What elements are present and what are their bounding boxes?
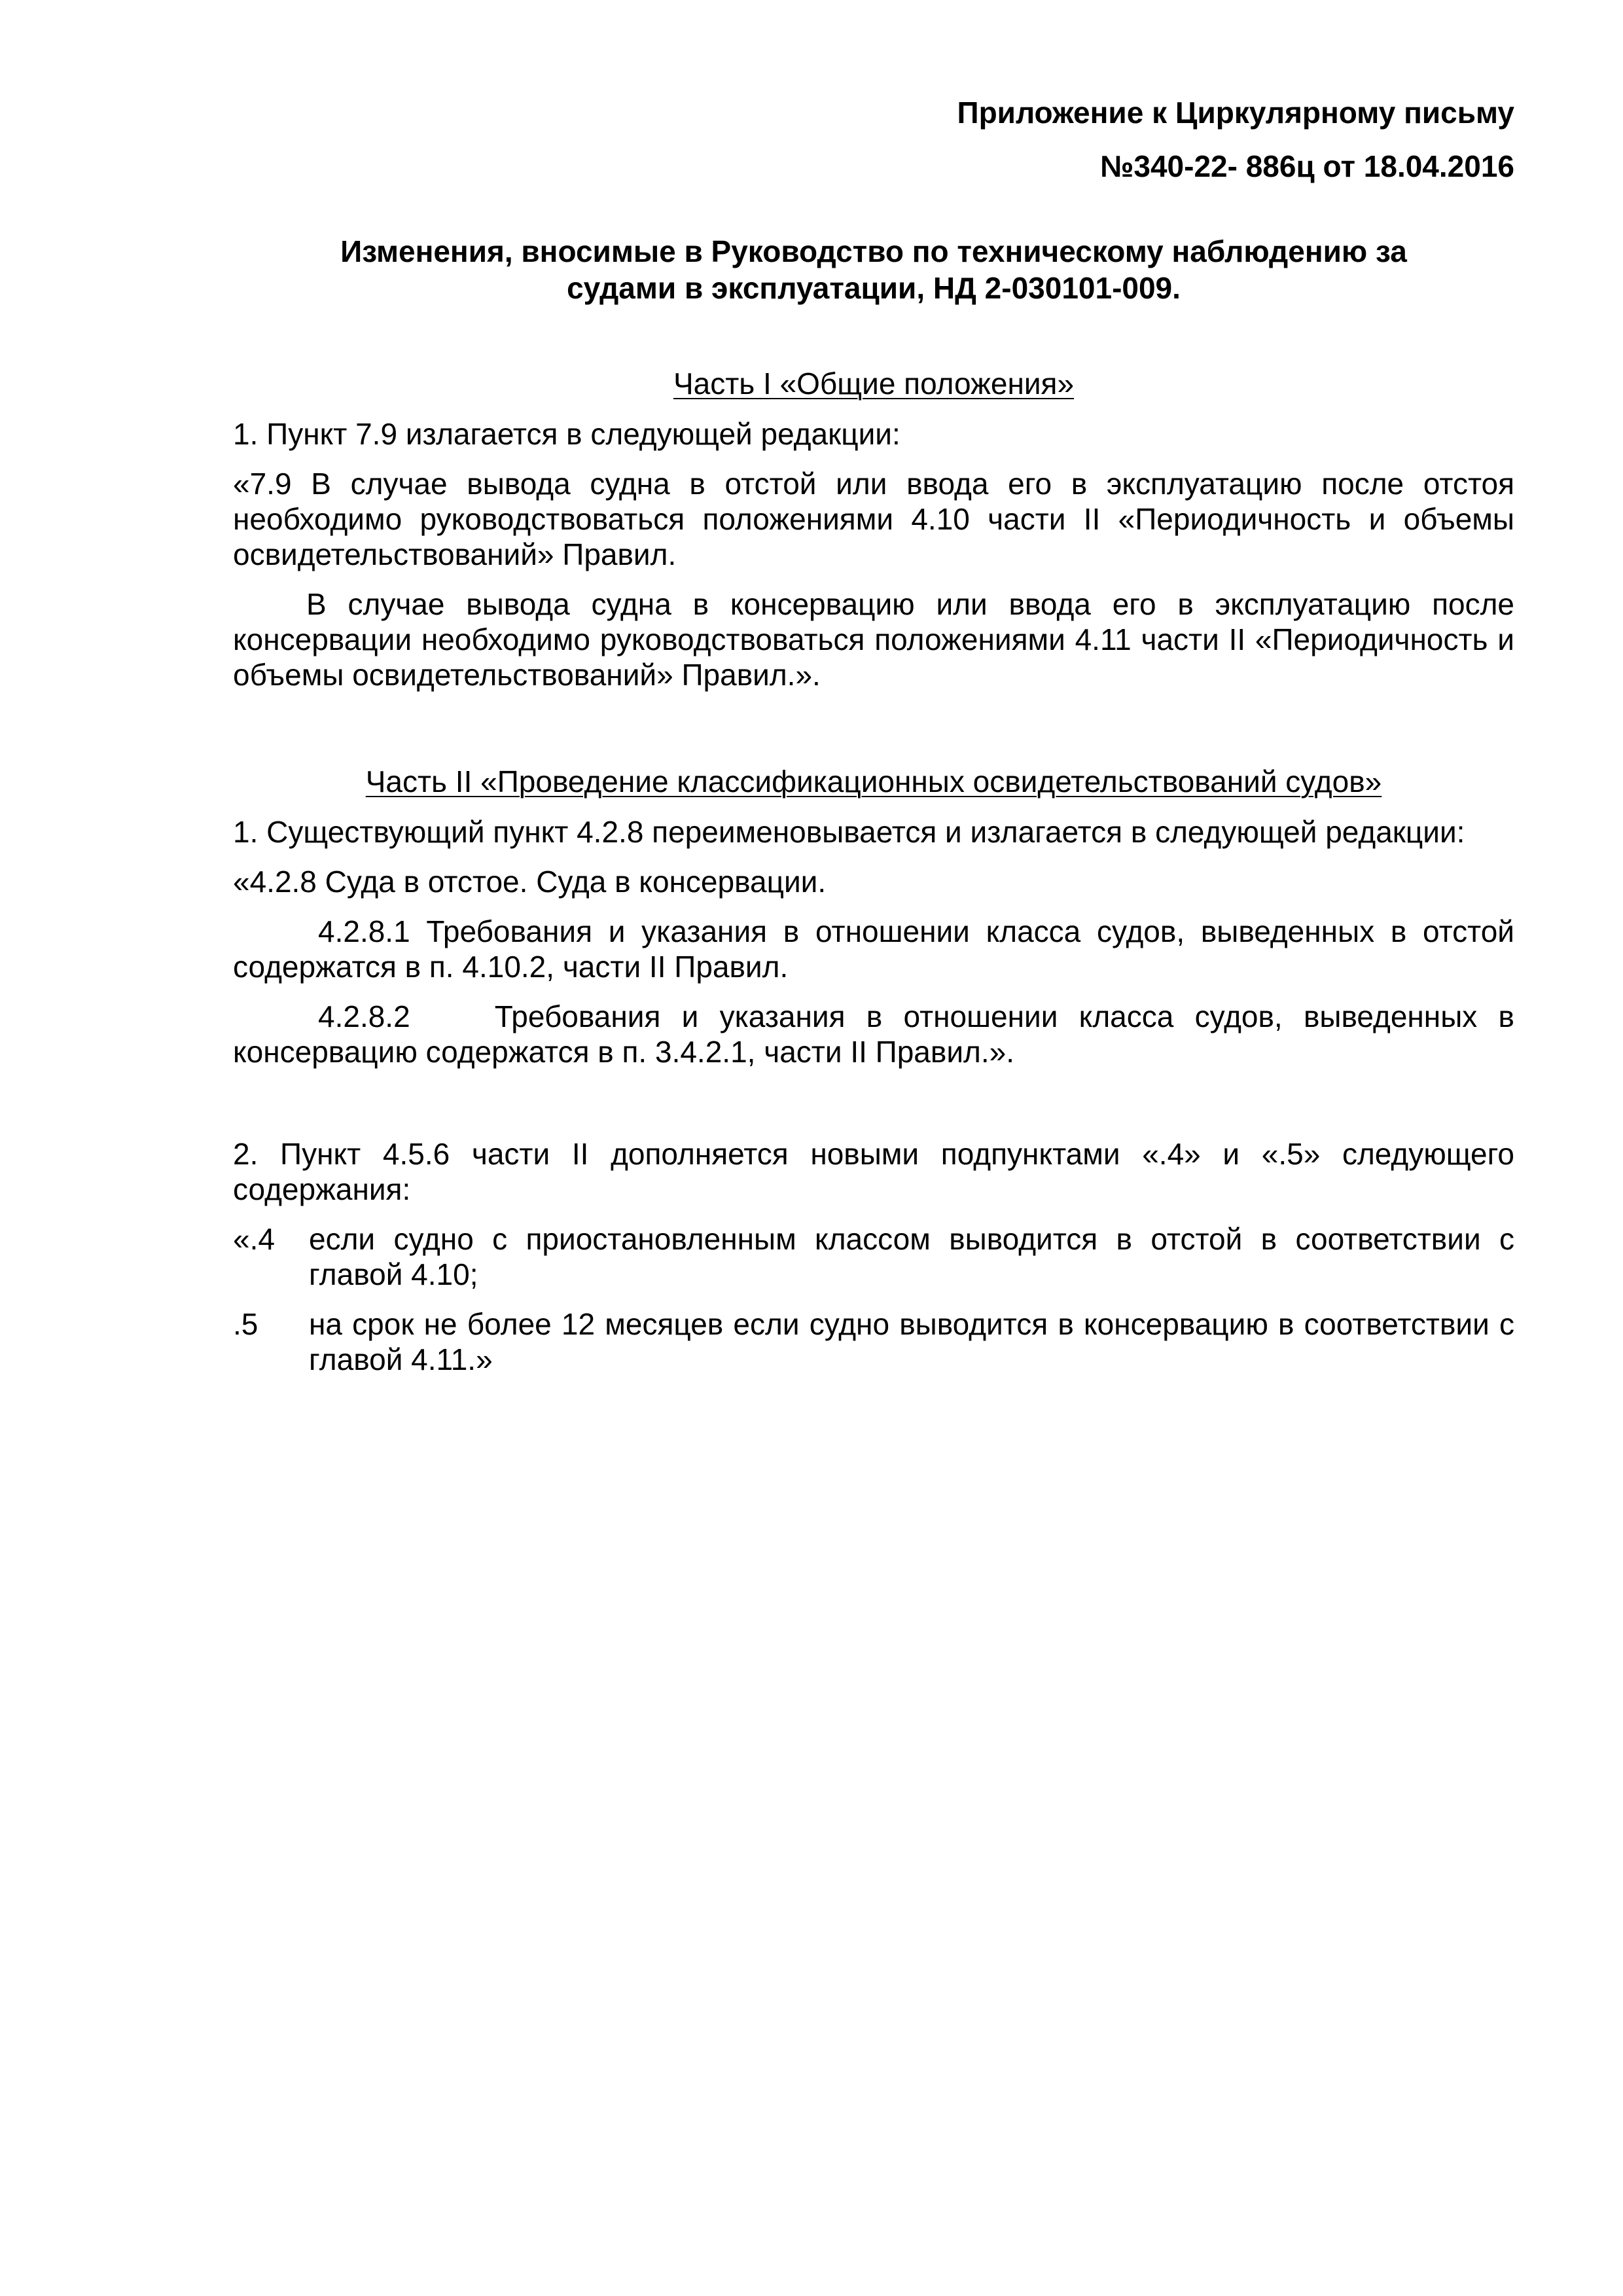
list-item-marker: .5 <box>233 1307 259 1341</box>
document-title-line-2: судами в эксплуатации, НД 2-030101-009. <box>567 271 1181 305</box>
document-title-line-1: Изменения, вносимые в Руководство по техническому наблюдению за <box>340 234 1407 268</box>
part1-paragraph-3: В случае вывода судна в консервацию или ввода его в эксплуатацию после консервации необходимо руководствоваться положениями 4.11 части II «Периодичность и объемы освидетельствований» Правил.». <box>233 587 1514 692</box>
part1-heading: Часть I «Общие положения» <box>673 367 1075 401</box>
list-item-marker: «.4 <box>233 1222 275 1256</box>
part2-paragraph-3: 4.2.8.1 Требования и указания в отношении класса судов, выведенных в отстой содержатся в п. 4.10.2, части II Правил. <box>233 914 1514 984</box>
part1-paragraph-1: 1. Пункт 7.9 излагается в следующей редакции: <box>233 417 901 451</box>
annex-header <box>233 92 1514 187</box>
part2-heading: Часть II «Проведение классификационных освидетельствований судов» <box>365 764 1382 798</box>
document-title <box>233 233 1514 306</box>
document-body <box>233 92 1523 1377</box>
list-item <box>233 1221 1514 1292</box>
part2-paragraph-5: 2. Пункт 4.5.6 части II дополняется новыми подпунктами «.4» и «.5» следующего содержания: <box>233 1137 1514 1206</box>
part1-paragraph-2: «7.9 В случае вывода судна в отстой или ввода его в эксплуатацию после отстоя необходимо руководствоваться положениями 4.10 части II «Периодичность и объемы освидетельствований» Правил. <box>233 467 1514 571</box>
annex-line-1: Приложение к Циркулярному письму <box>957 96 1514 130</box>
part2-paragraph-2: «4.2.8 Суда в отстое. Суда в консервации. <box>233 865 827 899</box>
part2-paragraph-1: 1. Существующий пункт 4.2.8 переименовывается и излагается в следующей редакции: <box>233 815 1465 849</box>
list-item-text: если судно с приостановленным классом выводится в отстой в соответствии с главой 4.10; <box>309 1222 1514 1291</box>
list-item <box>233 1306 1514 1377</box>
list-item-text: на срок не более 12 месяцев если судно выводится в консервацию в соответствии с главой 4.11.» <box>309 1307 1514 1376</box>
annex-line-2: №340-22- 886ц от 18.04.2016 <box>1100 149 1514 183</box>
part2-paragraph-4: 4.2.8.2 Требования и указания в отношении класса судов, выведенных в консервацию содержатся в п. 3.4.2.1, части II Правил.». <box>233 999 1523 1069</box>
